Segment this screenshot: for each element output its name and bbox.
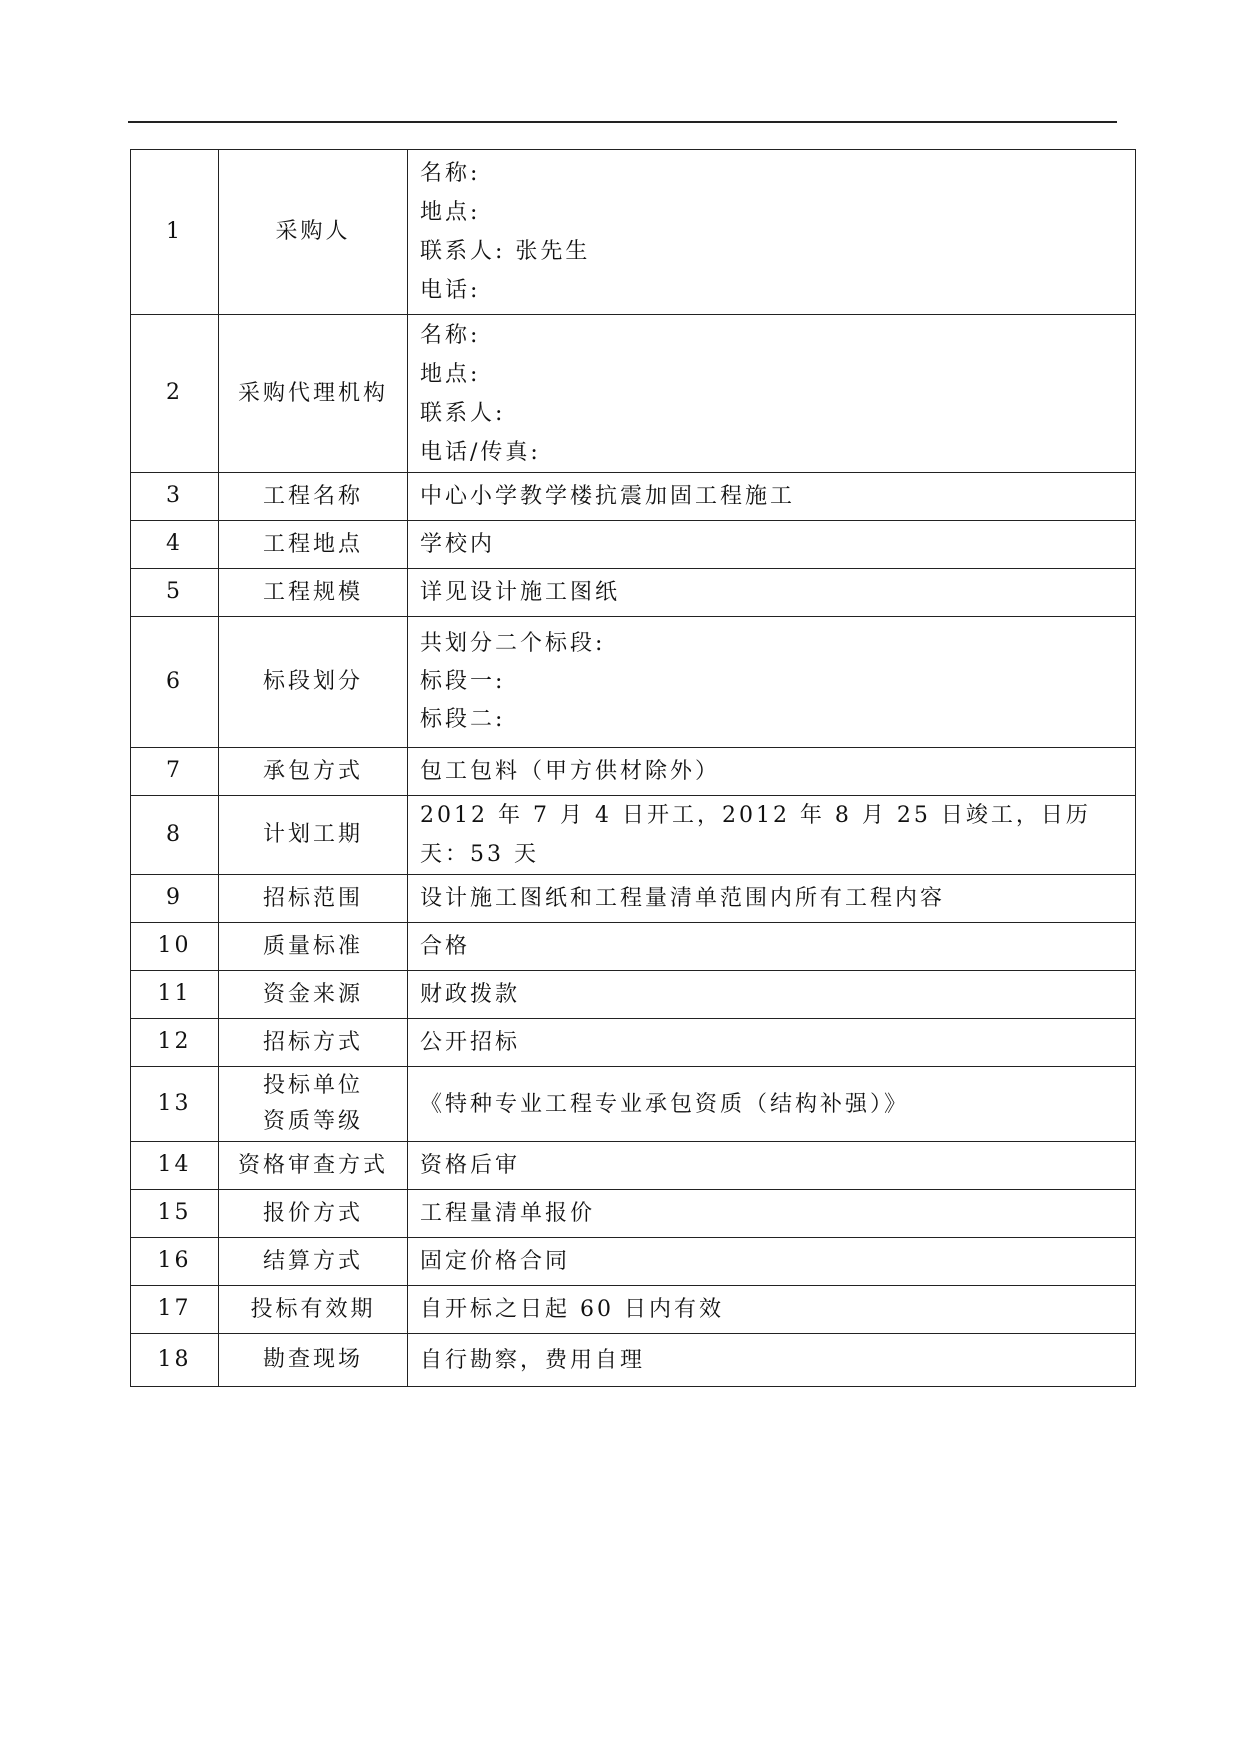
table-row: [131, 150, 1136, 315]
value-line: 工程量清单报价: [420, 1201, 596, 1226]
value-line: 详见设计施工图纸: [420, 580, 621, 605]
table-row: [131, 875, 1136, 923]
value-line: 包工包料（甲方供材除外）: [420, 759, 721, 784]
item-label-line: 工程规模: [262, 579, 363, 605]
item-label-line: 投标单位: [262, 1073, 363, 1098]
table-row: [131, 1238, 1136, 1286]
item-label: [219, 1190, 408, 1238]
item-value: [408, 923, 1136, 971]
item-label-line: 资质等级: [262, 1109, 363, 1134]
item-label-line: 结算方式: [262, 1248, 363, 1274]
item-value: [408, 521, 1136, 569]
item-label-line: 标段划分: [262, 669, 363, 694]
item-label-line: 工程名称: [262, 483, 363, 509]
table-row: [131, 1334, 1136, 1387]
item-value: [408, 473, 1136, 521]
value-line: 地点:: [420, 200, 481, 225]
item-label-line: 质量标准: [262, 933, 363, 959]
table-row: [131, 1019, 1136, 1067]
item-label-line: 工程地点: [262, 531, 363, 557]
item-label-line: 招标范围: [262, 885, 363, 911]
item-value: [408, 971, 1136, 1019]
value-line: 共划分二个标段:: [420, 631, 606, 656]
item-label-line: 计划工期: [262, 822, 363, 847]
row-number: 6: [131, 617, 219, 748]
value-line: 固定价格合同: [420, 1249, 571, 1274]
row-number: 15: [131, 1190, 219, 1238]
item-label: [219, 1334, 408, 1387]
row-number: 7: [131, 748, 219, 796]
table-row: [131, 1286, 1136, 1334]
row-number: 12: [131, 1019, 219, 1067]
item-value: [408, 748, 1136, 796]
item-value: [408, 569, 1136, 617]
row-number: 16: [131, 1238, 219, 1286]
item-value: [408, 875, 1136, 923]
item-value: [408, 1067, 1136, 1142]
item-label: [219, 1286, 408, 1334]
item-value: [408, 796, 1136, 875]
item-value: [408, 315, 1136, 473]
value-line: 标段二:: [420, 707, 506, 732]
value-line: 学校内: [420, 532, 496, 557]
value-line: 财政拨款: [420, 982, 521, 1007]
row-number: 1: [131, 150, 219, 315]
value-line: 设计施工图纸和工程量清单范围内所有工程内容: [420, 886, 946, 911]
item-label-line: 招标方式: [262, 1029, 363, 1055]
value-line: 2012 年 7 月 4 日开工，2012 年 8 月 25 日竣工，日历天：53 天: [420, 803, 1091, 867]
table-row: [131, 748, 1136, 796]
item-label: [219, 617, 408, 748]
value-line: 名称:: [420, 322, 481, 348]
row-number: 14: [131, 1142, 219, 1190]
item-label-line: 采购代理机构: [237, 380, 388, 406]
item-label-line: 投标有效期: [250, 1296, 376, 1322]
row-number: 9: [131, 875, 219, 923]
item-value: [408, 1334, 1136, 1387]
item-label-line: 采购人: [275, 219, 351, 244]
row-number: 10: [131, 923, 219, 971]
row-number: 3: [131, 473, 219, 521]
item-label: [219, 315, 408, 473]
item-label: [219, 150, 408, 315]
row-number: 2: [131, 315, 219, 473]
table-row: [131, 521, 1136, 569]
header-rule: [128, 121, 1117, 123]
item-label: [219, 1067, 408, 1142]
item-label-line: 承包方式: [262, 758, 363, 784]
row-number: 18: [131, 1334, 219, 1387]
item-label: [219, 1238, 408, 1286]
row-number: 13: [131, 1067, 219, 1142]
value-line: 电话/传真:: [420, 439, 541, 465]
table-row: [131, 617, 1136, 748]
value-line: 自行勘察，费用自理: [420, 1347, 646, 1373]
value-line: 名称:: [420, 161, 481, 186]
row-number: 5: [131, 569, 219, 617]
row-number: 4: [131, 521, 219, 569]
item-value: [408, 1286, 1136, 1334]
item-value: [408, 1019, 1136, 1067]
value-line: 资格后审: [420, 1153, 521, 1178]
table-row: [131, 1142, 1136, 1190]
row-number: 17: [131, 1286, 219, 1334]
value-line: 自开标之日起 60 日内有效: [420, 1297, 724, 1322]
bid-info-table: [130, 149, 1136, 1387]
table-row: [131, 1190, 1136, 1238]
value-line: 电话:: [420, 278, 481, 303]
table-row: [131, 473, 1136, 521]
item-value: [408, 1190, 1136, 1238]
item-label: [219, 748, 408, 796]
value-line: 地点:: [420, 361, 481, 387]
item-value: [408, 1142, 1136, 1190]
item-label-line: 勘查现场: [262, 1347, 363, 1372]
row-number: 11: [131, 971, 219, 1019]
item-value: [408, 150, 1136, 315]
item-label: [219, 569, 408, 617]
item-label-line: 资金来源: [262, 981, 363, 1007]
value-line: 《特种专业工程专业承包资质（结构补强）》: [420, 1091, 910, 1117]
table-row: [131, 569, 1136, 617]
item-label: [219, 1019, 408, 1067]
item-value: [408, 617, 1136, 748]
item-label: [219, 521, 408, 569]
value-line: 联系人:: [420, 400, 506, 426]
item-label: [219, 971, 408, 1019]
value-line: 公开招标: [420, 1030, 521, 1055]
table-row: [131, 1067, 1136, 1142]
table-row: [131, 796, 1136, 875]
item-label: [219, 796, 408, 875]
value-line: 标段一:: [420, 669, 506, 694]
value-line: 联系人: 张先生: [420, 239, 591, 264]
table-row: [131, 315, 1136, 473]
item-label: [219, 1142, 408, 1190]
value-line: 合格: [420, 934, 471, 959]
item-label: [219, 473, 408, 521]
value-line: 中心小学教学楼抗震加固工程施工: [420, 484, 796, 509]
item-label-line: 报价方式: [262, 1200, 363, 1226]
table-row: [131, 971, 1136, 1019]
row-number: 8: [131, 796, 219, 875]
item-label: [219, 923, 408, 971]
item-label-line: 资格审查方式: [237, 1152, 388, 1178]
item-value: [408, 1238, 1136, 1286]
table-row: [131, 923, 1136, 971]
item-label: [219, 875, 408, 923]
